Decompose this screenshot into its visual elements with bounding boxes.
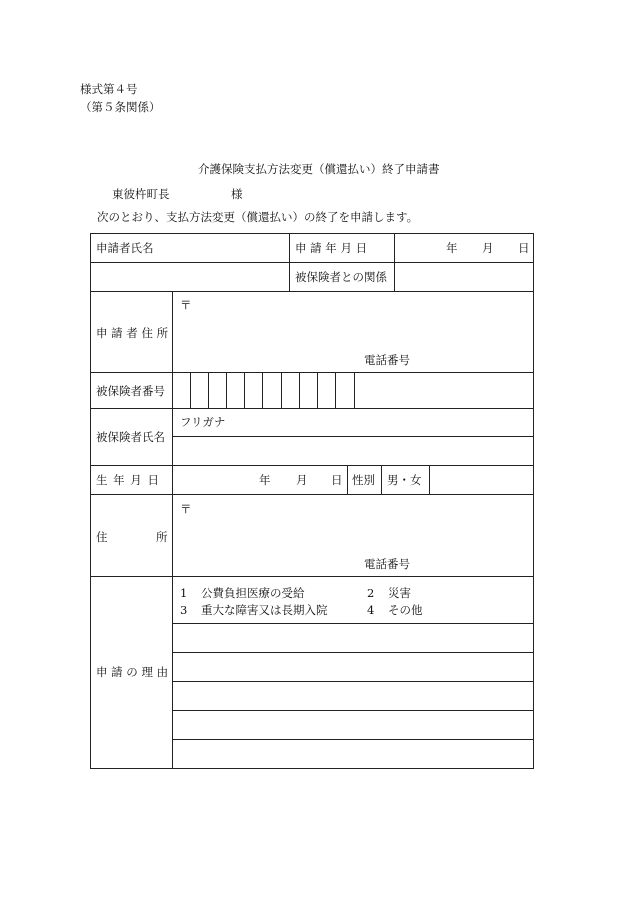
applicant-name-label: 申請者氏名 — [96, 241, 154, 255]
birthdate-year: 年 — [259, 473, 271, 487]
relation-label: 被保険者との関係 — [295, 270, 387, 284]
reason-3-text: 重大な障害又は長期入院 — [201, 603, 328, 617]
application-date-year: 年 — [446, 241, 458, 255]
document-title: 介護保険支払方法変更（償還払い）終了申請書 — [198, 162, 440, 176]
application-date-day: 日 — [518, 241, 530, 255]
birthdate-label: 生 年 月 日 — [96, 473, 160, 487]
reason-2-text: 災害 — [388, 586, 411, 600]
address-label-second: 所 — [156, 530, 168, 544]
gender-label: 性別 — [352, 473, 375, 487]
gender-options: 男・女 — [387, 473, 422, 487]
reason-2-number: 2 — [367, 586, 375, 600]
addressee-name: 東彼杵町長 — [112, 187, 170, 201]
reason-1-number: 1 — [180, 586, 188, 600]
reason-4-text: その他 — [388, 603, 423, 617]
application-date-month: 月 — [482, 241, 494, 255]
address-phone-label: 電話番号 — [364, 557, 410, 571]
applicant-address-label: 申 請 者 住 所 — [96, 326, 169, 340]
application-date-label: 申 請 年 月 日 — [295, 241, 368, 255]
furigana-label: フリガナ — [180, 415, 226, 429]
reason-1-text: 公費負担医療の受給 — [201, 586, 305, 600]
addressee-honorific: 様 — [231, 187, 243, 201]
insured-number-label: 被保険者番号 — [96, 384, 165, 398]
address-label-first: 住 — [96, 530, 108, 544]
birthdate-month: 月 — [296, 473, 308, 487]
applicant-postal-mark: 〒 — [180, 298, 192, 312]
reason-label: 申 請 の 理 由 — [96, 665, 169, 679]
article-reference: （第５条関係） — [80, 100, 161, 114]
intro-text: 次のとおり、支払方法変更（償還払い）の終了を申請します。 — [97, 210, 419, 224]
insured-name-label: 被保険者氏名 — [96, 430, 165, 444]
reason-3-number: 3 — [180, 603, 188, 617]
form-number: 様式第４号 — [80, 82, 138, 96]
address-postal-mark: 〒 — [180, 502, 192, 516]
birthdate-day: 日 — [331, 473, 343, 487]
reason-4-number: 4 — [367, 603, 375, 617]
applicant-phone-label: 電話番号 — [364, 353, 410, 367]
